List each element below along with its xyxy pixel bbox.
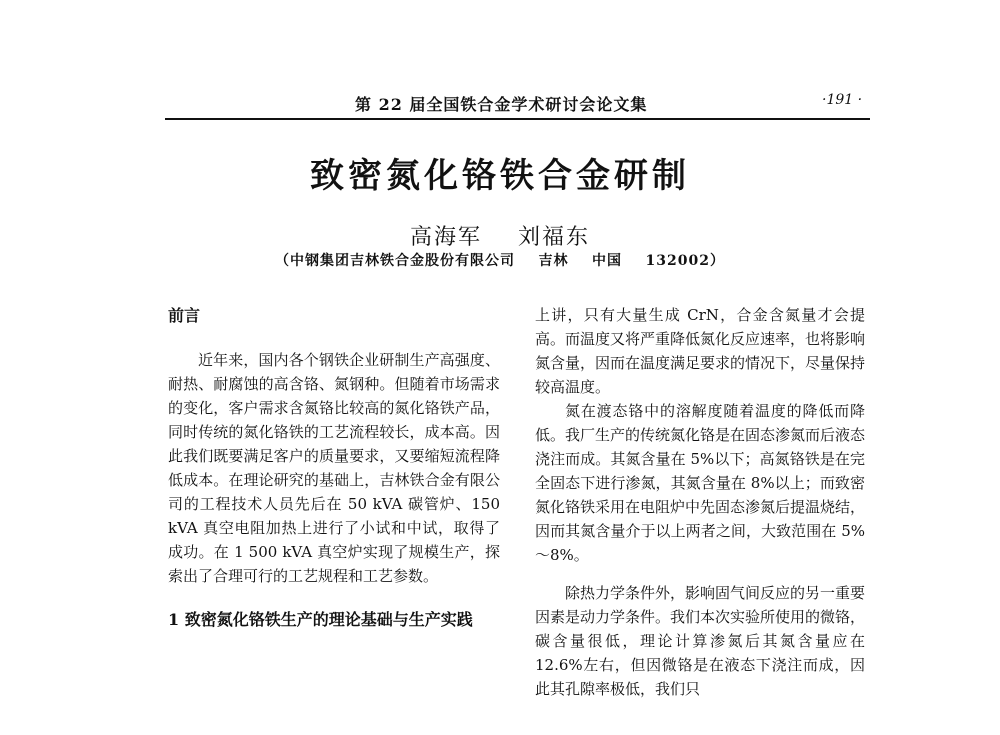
section-heading-preface: 前言 [168, 306, 201, 325]
body-paragraph: 除热力学条件外，影响固气间反应的另一重要因素是动力学条件。我们本次实验所使用的微铬，碳含量很低，理论计算渗氮后其氮含量应在 12.6%左右，但因微铬是在液态下浇注而成，因此其孔隙率极低，我们只 [535, 584, 866, 698]
authors: 高海军 刘福东 [410, 225, 590, 250]
running-header [0, 92, 870, 116]
body-paragraph: 上讲，只有大量生成 CrN，合金含氮量才会提高。而温度又将严重降低氮化反应速率，也将影响氮含量，因而在温度满足要求的情况下，尽量保持较高温度。 [535, 306, 866, 396]
preface-paragraph: 近年来，国内各个钢铁企业研制生产高强度、耐热、耐腐蚀的高含铬、氮钢种。但随着市场需求的变化，客户需求含氮铬比较高的氮化铬铁产品，同时传统的氮化铬铁的工艺流程较长，成本高。因此我们既要满足客户的质量要求，又要缩短流程降低成本。在理论研究的基础上，吉林铁合金有限公司的工程技术人员先后在 50 kVA 碳管炉、150 kVA 真空电阻加热上进行了小试和中试，取得了成功。在 1 500 kVA 真空炉实现了规模生产，探索出了合理可行的工艺规程和工艺参数。 [168, 351, 500, 585]
left-column [168, 304, 500, 632]
header-rule [165, 118, 870, 120]
body-paragraph: 氮在渡态铬中的溶解度随着温度的降低而降低。我厂生产的传统氮化铬是在固态渗氮而后液态浇注而成。其氮含量在 5%以下；高氮铬铁是在完全固态下进行渗氮，其氮含量在 8%以上；而致密氮化铬铁采用在电阻炉中先固态渗氮后提温烧结，因而其氮含量介于以上两者之间，大致范围在 5%～8%。 [535, 402, 866, 564]
journal-title: 第 22 届全国铁合金学术研讨会论文集 [355, 95, 648, 114]
paper-title: 致密氮化铬铁合金研制 [310, 156, 690, 196]
page-number: ·191 · [822, 92, 863, 108]
section-heading-1: 1 致密氮化铬铁生产的理论基础与生产实践 [168, 610, 473, 629]
right-column [535, 303, 865, 701]
affiliation: （中钢集团吉林铁合金股份有限公司 吉林 中国 132002） [275, 253, 725, 269]
